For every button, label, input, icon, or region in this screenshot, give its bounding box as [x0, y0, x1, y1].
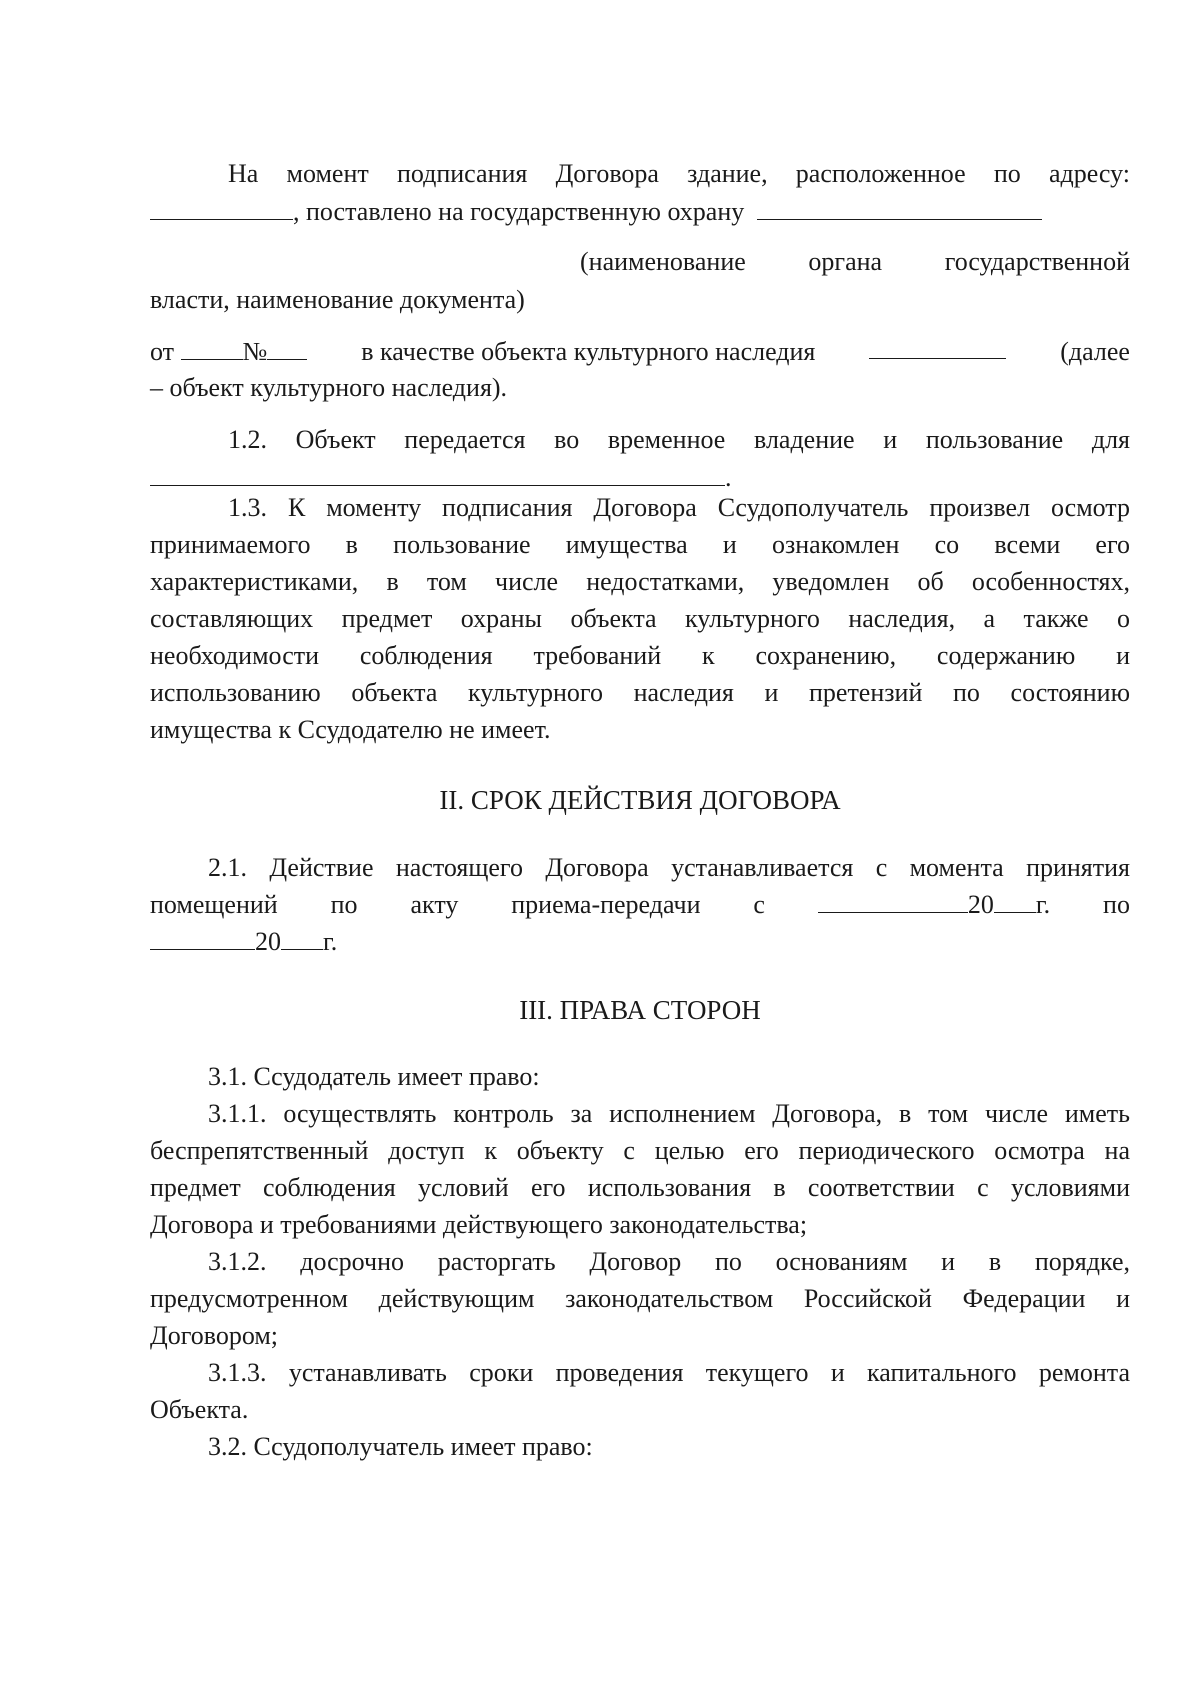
- p313-line-2: Объекта.: [150, 1395, 249, 1424]
- purpose-blank: [150, 463, 725, 486]
- p311-line-1: 3.1.1. осуществлять контроль за исполнением Договора, в том числе иметь: [208, 1099, 1130, 1128]
- p13-line-4: составляющих предмет охраны объекта культурного наследия, а также о: [150, 604, 1130, 633]
- p21-word-po: по: [1103, 890, 1130, 919]
- start-date-blank: [818, 890, 968, 913]
- p13-line-1: 1.3. К моменту подписания Договора Ссудополучатель произвел осмотр: [228, 493, 1130, 522]
- section-3-heading: III. ПРАВА СТОРОН: [519, 995, 761, 1025]
- intro-line-4: [150, 336, 1130, 368]
- p21-line-3: [150, 926, 1130, 958]
- p21-line-2: [150, 889, 1130, 921]
- object-name-blank: [869, 336, 1006, 359]
- note-line-1: (наименование органа государственной: [580, 247, 1130, 276]
- end-date-blank: [150, 927, 255, 950]
- intro-line-2: [150, 196, 1130, 228]
- p12-dot: .: [725, 463, 732, 492]
- p21-line-1: 2.1. Действие настоящего Договора устанавливается с момента принятия: [208, 853, 1130, 882]
- number-blank: [267, 337, 307, 360]
- dalee-text: (далее: [1060, 337, 1130, 366]
- p13-line-2: принимаемого в пользование имущества и ознакомлен со всеми его: [150, 530, 1130, 559]
- end-year-prefix: 20: [255, 927, 281, 956]
- p311-line-3: предмет соблюдения условий его использования в соответствии с условиями: [150, 1173, 1130, 1202]
- end-year-suffix: г.: [323, 927, 338, 956]
- p13-line-7: имущества к Ссудодателю не имеет.: [150, 715, 551, 744]
- p32-line: 3.2. Ссудополучатель имеет право:: [208, 1432, 593, 1461]
- p12-line-2: [150, 462, 1130, 494]
- p21-word-4: приема-передачи: [511, 890, 701, 919]
- start-year-prefix: 20: [967, 890, 994, 919]
- section-2-heading: II. СРОК ДЕЙСТВИЯ ДОГОВОРА: [439, 785, 841, 815]
- intro-line-5: – объект культурного наследия).: [150, 373, 508, 402]
- start-year-blank: [994, 890, 1036, 913]
- p21-word-5: с: [753, 890, 765, 919]
- end-year-blank: [281, 927, 323, 950]
- p21-word-1: помещений: [150, 890, 278, 919]
- note-line-2: власти, наименование документа): [150, 285, 525, 314]
- start-date-group: [818, 889, 1050, 921]
- intro-mid-text: в качестве объекта культурного наследия: [361, 337, 816, 366]
- p311-line-4: Договора и требованиями действующего законодательства;: [150, 1210, 808, 1239]
- intro-line-1: На момент подписания Договора здание, расположенное по адресу:: [228, 159, 1130, 188]
- ot-label: от: [150, 337, 175, 366]
- p312-line-3: Договором;: [150, 1321, 279, 1350]
- p311-line-2: беспрепятственный доступ к объекту с целью его периодического осмотра на: [150, 1136, 1130, 1165]
- start-year-suffix: г.: [1035, 890, 1051, 919]
- p13-line-5: необходимости соблюдения требований к сохранению, содержанию и: [150, 641, 1130, 670]
- p31-line: 3.1. Ссудодатель имеет право:: [208, 1062, 540, 1091]
- intro-ot-group: [150, 336, 307, 368]
- p21-word-2: по: [330, 890, 358, 919]
- p312-line-1: 3.1.2. досрочно расторгать Договор по основаниям и в порядке,: [208, 1247, 1130, 1276]
- p13-line-6: использованию объекта культурного наследия и претензий по состоянию: [150, 678, 1130, 707]
- p313-line-1: 3.1.3. устанавливать сроки проведения текущего и капитального ремонта: [208, 1358, 1130, 1387]
- p312-line-2: предусмотренном действующим законодательством Российской Федерации и: [150, 1284, 1130, 1313]
- p13-line-3: характеристиками, в том числе недостатками, уведомлен об особенностях,: [150, 567, 1130, 596]
- intro-line-2-text: , поставлено на государственную охрану: [293, 197, 745, 226]
- date-blank: [181, 337, 243, 360]
- p12-line-1: 1.2. Объект передается во временное владение и пользование для: [228, 425, 1130, 454]
- p21-word-3: акту: [410, 890, 459, 919]
- authority-blank: [757, 197, 1042, 220]
- number-sign: №: [242, 337, 268, 366]
- address-blank: [150, 197, 293, 220]
